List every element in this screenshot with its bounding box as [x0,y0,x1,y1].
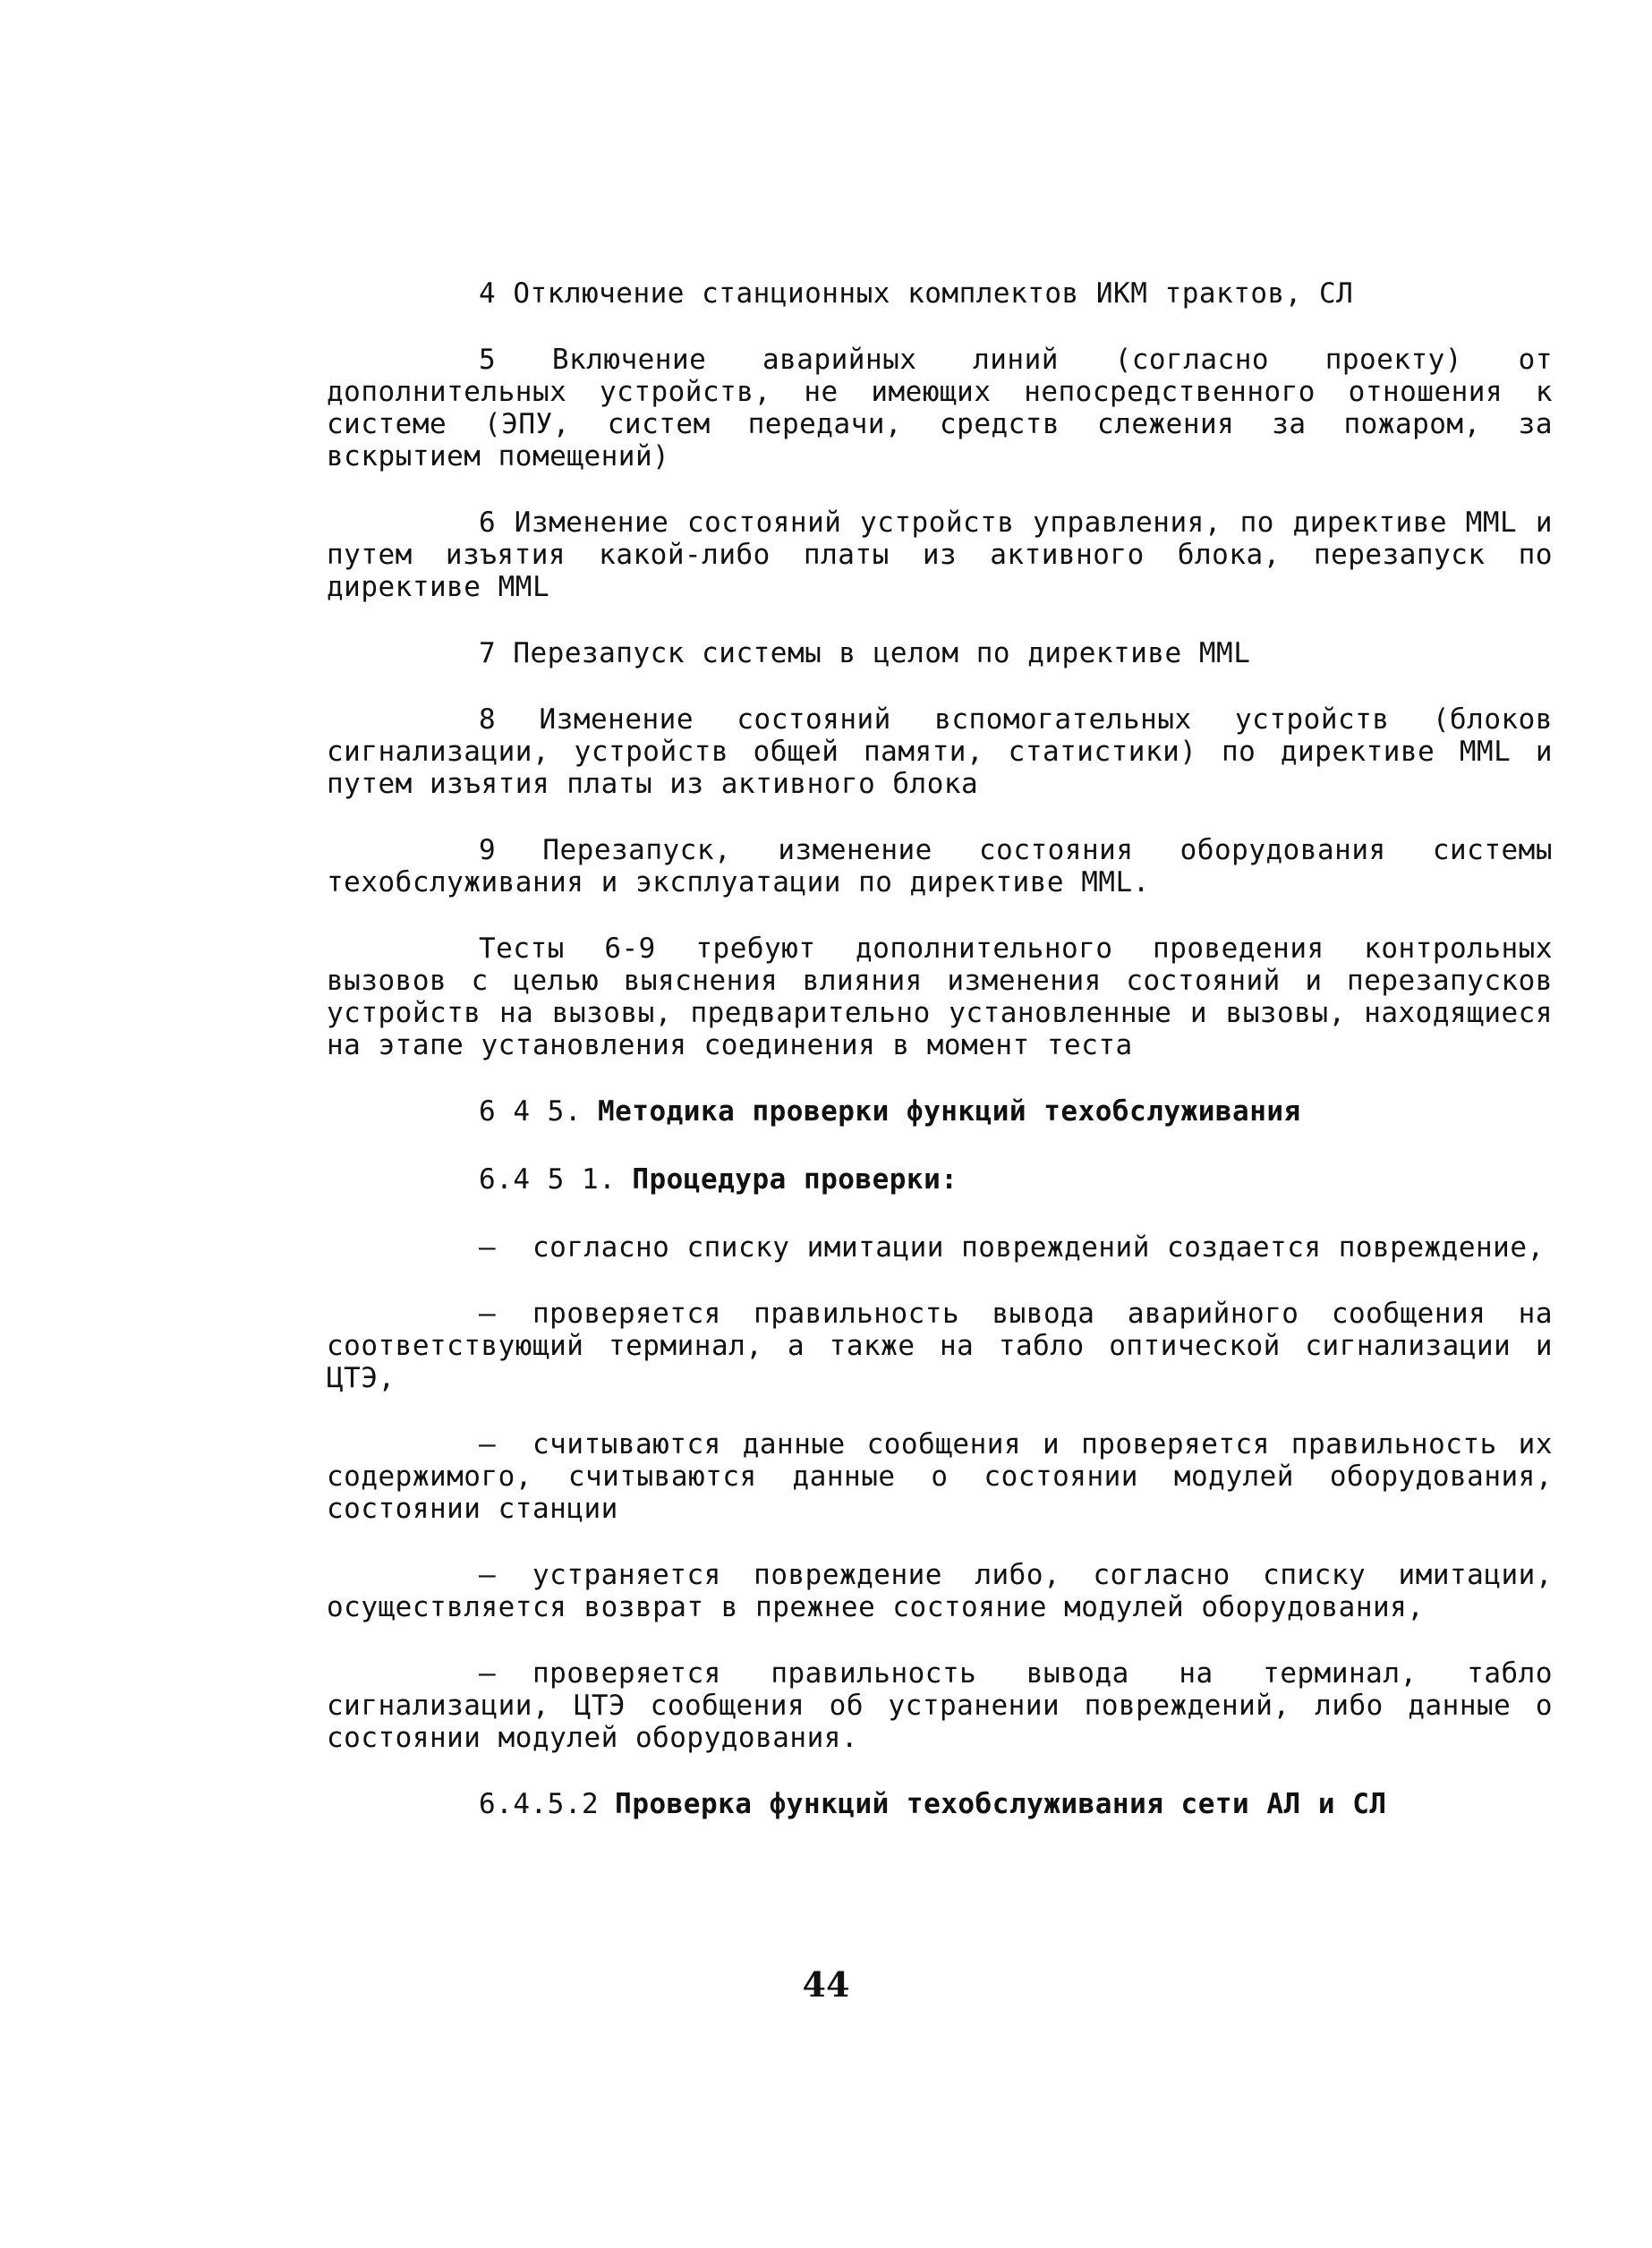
page-number: 44 [802,1964,850,2005]
tests-paragraph: Тесты 6-9 требуют дополнительного проведения контрольных вызовов с целью выяснения влияния изменения состояний и перезапусков устройств на вызовы, предварительно установленные и вызовы, находящиеся на этапе установления соединения в момент теста [327,932,1553,1061]
section-heading-6-4-5-2 [327,1788,1553,1820]
dash-marker: – [479,1231,497,1264]
page-body [327,277,1553,1856]
dash-marker: – [479,1428,497,1460]
item-7-paragraph: 7 Перезапуск системы в целом по директиве MML [479,637,1251,669]
section-number: 6 4 5. [479,1095,582,1128]
procedure-item-1 [327,1231,1553,1264]
procedure-text: проверяется правильность вывода аварийного сообщения на соответствующий терминал, а также на табло оптической сигнализации и ЦТЭ, [327,1298,1553,1394]
procedure-item-2 [327,1298,1553,1394]
item-9-paragraph: 9 Перезапуск, изменение состояния оборудования системы техобслуживания и эксплуатации по директиве MML. [327,834,1553,898]
section-title: Проверка функций техобслуживания сети АЛ и СЛ [615,1788,1387,1820]
item-5-paragraph: 5 Включение аварийных линий (согласно проекту) от дополнительных устройств, не имеющих непосредственного отношения к системе (ЭПУ, систем передачи, средств слежения за пожаром, за вскрытием помещений) [327,344,1553,473]
item-6-paragraph: 6 Изменение состояний устройств управления, по директиве MML и путем изъятия какой-либо платы из активного блока, перезапуск по директиве MML [327,507,1553,603]
dash-marker: – [479,1298,497,1330]
procedure-item-4 [327,1559,1553,1623]
dash-marker: – [479,1559,497,1591]
dash-marker: – [479,1657,497,1690]
section-title: Процедура проверки: [632,1163,958,1196]
item-4-paragraph: 4 Отключение станционных комплектов ИКМ трактов, СЛ [479,277,1354,310]
procedure-text: считываются данные сообщения и проверяется правильность их содержимого, считываются данные о состоянии модулей оборудования, состоянии станции [327,1428,1553,1525]
section-heading-6-4-5-1 [327,1163,1553,1196]
procedure-item-3 [327,1428,1553,1525]
procedure-text: проверяется правильность вывода на терминал, табло сигнализации, ЦТЭ сообщения об устранении повреждений, либо данные о состоянии модулей оборудования. [327,1657,1553,1754]
procedure-item-5 [327,1657,1553,1754]
procedure-text: устраняется повреждение либо, согласно списку имитации, осуществляется возврат в прежнее состояние модулей оборудования, [327,1559,1553,1623]
section-title: Методика проверки функций техобслуживания [597,1095,1301,1128]
section-number: 6.4 5 1. [479,1163,617,1196]
section-number: 6.4.5.2 [479,1788,600,1820]
section-heading-6-4-5 [327,1095,1553,1128]
item-8-paragraph: 8 Изменение состояний вспомогательных устройств (блоков сигнализации, устройств общей памяти, статистики) по директиве MML и путем изъятия платы из активного блока [327,703,1553,800]
procedure-text: согласно списку имитации повреждений создается повреждение, [532,1231,1545,1264]
